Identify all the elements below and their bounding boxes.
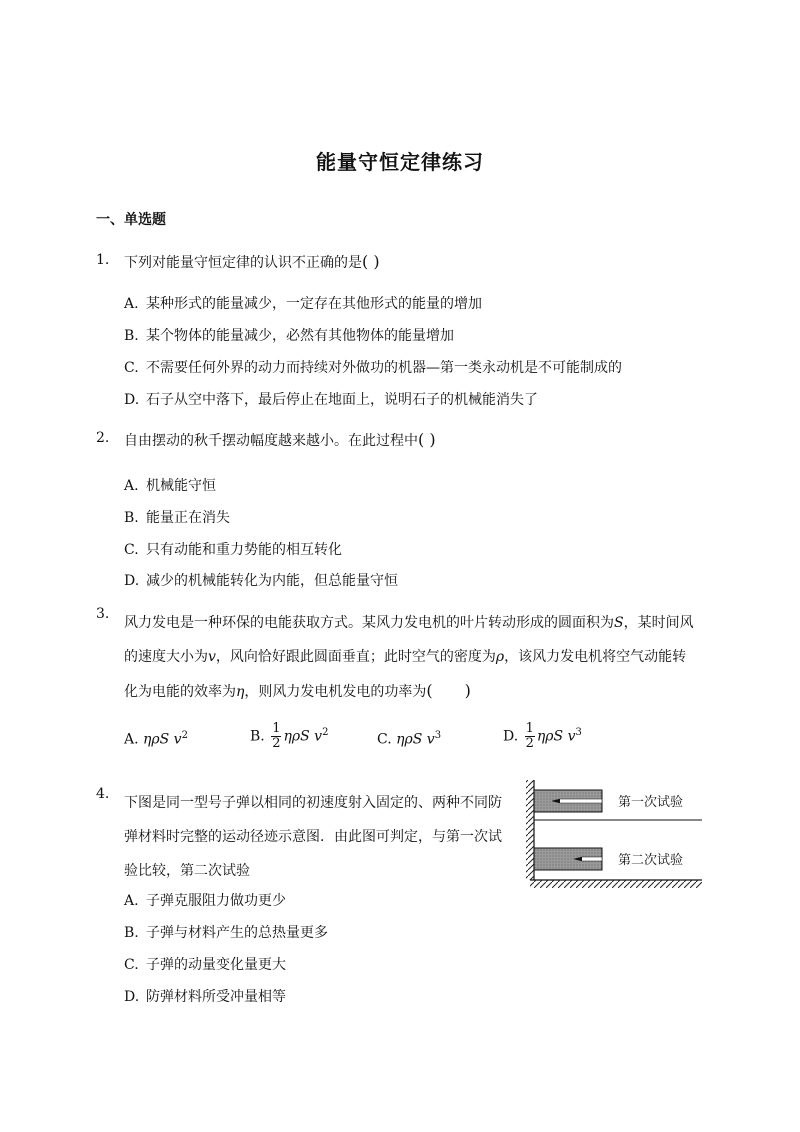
q4-option-c[interactable]: C. 子弹的动量变化量更大 (124, 957, 286, 973)
section-heading: 一、单选题 (96, 212, 166, 228)
figure-label-2: 第二次试验 (618, 853, 684, 868)
q1-option-d[interactable]: D. 石子从空中落下，最后停止在地面上，说明石子的机械能消失了 (124, 392, 538, 408)
q4-option-d[interactable]: D. 防弹材料所受冲量相等 (124, 989, 286, 1005)
q3-option-d[interactable]: D. $\frac{1}{2}$ ηρS $v^3$ (503, 721, 582, 751)
fraction: $\frac{1}{2}$ (525, 721, 534, 751)
question-text: 风力发电是一种环保的电能获取方式。某风力发电机的叶片转动形成的圆面积为S，某时间风 的速度大小为v，风向恰好跟此圆面垂直；此时空气的密度为ρ，该风力发电机将空气动能转 化为电能的效率为η，则风力发电机发电的功率为( ) (124, 615, 694, 700)
figure-label-1: 第一次试验 (618, 795, 684, 810)
question-text: 下图是同一型号子弹以相同的初速度射入固定的、两种不同防 弹材料时完整的运动径迹示意图．由此图可判定，与第一次试 验比较，第二次试验 (124, 795, 502, 879)
question-text: 自由摆动的秋千摆动幅度越来越小。在此过程中( ) (124, 430, 436, 449)
q2-option-a[interactable]: A. 机械能守恒 (124, 478, 216, 494)
q4-option-a[interactable]: A. 子弹克服阻力做功更少 (124, 893, 286, 909)
q1-option-a[interactable]: A. 某种形式的能量减少，一定存在其他形式的能量的增加 (124, 296, 482, 312)
q3-option-a[interactable]: A. ηρS $v^2$ (124, 730, 188, 748)
q1-option-b[interactable]: B. 某个物体的能量减少，必然有其他物体的能量增加 (124, 328, 454, 344)
bullet-experiment-figure (522, 780, 702, 890)
question-text: 下列对能量守恒定律的认识不正确的是( ) (124, 252, 380, 271)
fraction: $\frac{1}{2}$ (272, 721, 281, 751)
page-title: 能量守恒定律练习 (316, 150, 484, 174)
q3-option-c[interactable]: C. ηρS $v^3$ (377, 730, 442, 748)
question-number: 1. (96, 252, 110, 268)
question-number: 3. (96, 606, 110, 622)
question-number: 4. (96, 786, 110, 802)
question-number: 2. (96, 430, 110, 446)
q2-option-c[interactable]: C. 只有动能和重力势能的相互转化 (124, 542, 342, 558)
q3-option-b[interactable]: B. $\frac{1}{2}$ ηρS $v^2$ (250, 721, 329, 751)
q2-option-d[interactable]: D. 减少的机械能转化为内能，但总能量守恒 (124, 573, 398, 589)
q4-option-b[interactable]: B. 子弹与材料产生的总热量更多 (124, 925, 328, 941)
q2-option-b[interactable]: B. 能量正在消失 (124, 510, 230, 526)
q1-option-c[interactable]: C. 不需要任何外界的动力而持续对外做功的机器—第一类永动机是不可能制成的 (124, 360, 622, 376)
